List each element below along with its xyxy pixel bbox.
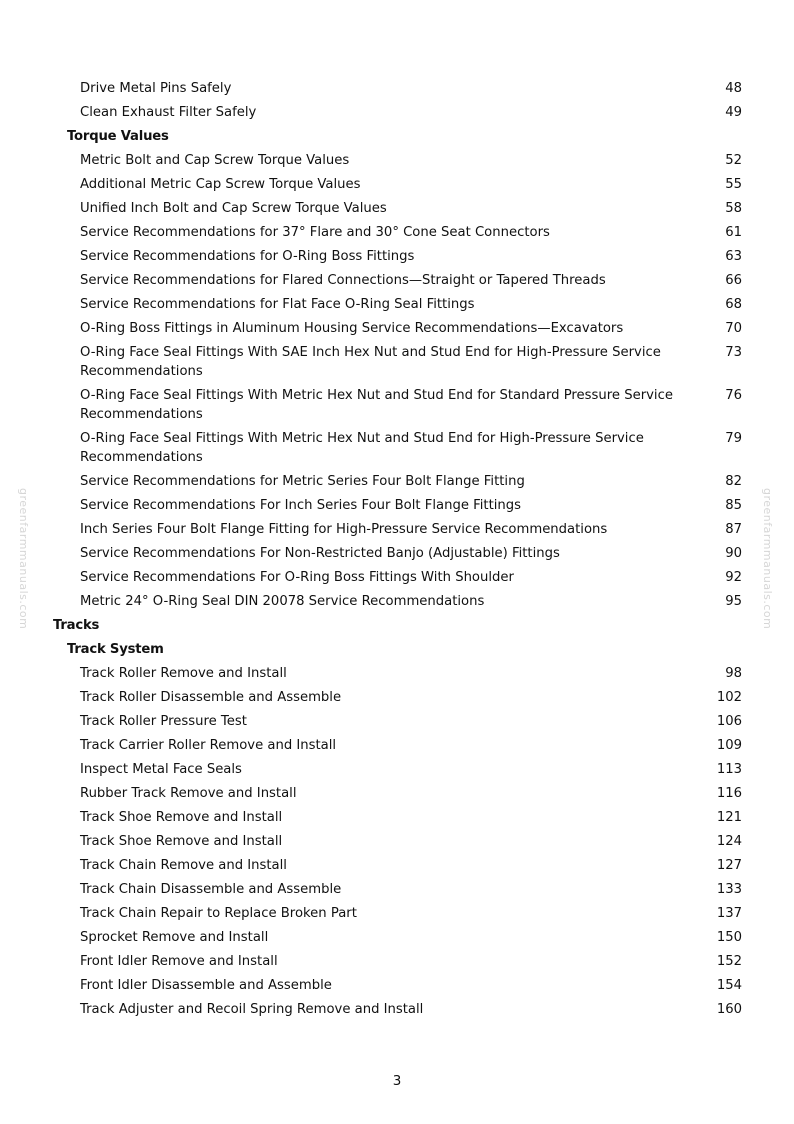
toc-entry-page: 58 xyxy=(725,200,742,216)
table-of-contents xyxy=(0,76,794,1021)
toc-entry-page: 98 xyxy=(725,665,742,681)
toc-entry-title: Track Chain Disassemble and Assemble xyxy=(80,881,342,897)
toc-entry[interactable] xyxy=(0,565,794,589)
toc-entry-page: 63 xyxy=(725,248,742,264)
toc-entry-title: Clean Exhaust Filter Safely xyxy=(80,104,257,120)
toc-chapter-heading[interactable]: Tracks xyxy=(53,617,100,633)
toc-entry[interactable] xyxy=(0,76,794,100)
toc-entry-page: 48 xyxy=(725,80,742,96)
toc-entry-page: 127 xyxy=(716,857,742,873)
toc-entry-page: 49 xyxy=(725,104,742,120)
toc-entry-page: 82 xyxy=(725,473,742,489)
toc-entry-title: Service Recommendations For Inch Series Four Bolt Flange Fittings xyxy=(80,497,522,513)
toc-entry-title: Service Recommendations for Metric Series Four Bolt Flange Fitting xyxy=(80,473,525,489)
toc-entry-title: Track Chain Repair to Replace Broken Part xyxy=(80,905,357,921)
toc-entry-page: 137 xyxy=(716,905,742,921)
toc-entry-title: Track Adjuster and Recoil Spring Remove and Install xyxy=(80,1001,424,1017)
toc-entry[interactable] xyxy=(0,997,794,1021)
toc-group-torque-values xyxy=(0,148,794,613)
toc-entry-title: O-Ring Face Seal Fittings With SAE Inch Hex Nut and Stud End for High-Pressure Service Recommendations xyxy=(80,344,661,379)
toc-entry-page: 116 xyxy=(716,785,742,801)
toc-entry[interactable] xyxy=(0,383,794,426)
toc-entry-title: Track Roller Remove and Install xyxy=(80,665,287,681)
toc-entry-page: 76 xyxy=(725,387,742,403)
toc-entry-page: 106 xyxy=(716,713,742,729)
toc-entry-title: O-Ring Boss Fittings in Aluminum Housing Service Recommendations—Excavators xyxy=(80,320,624,336)
toc-entry[interactable] xyxy=(0,541,794,565)
toc-entry[interactable] xyxy=(0,517,794,541)
toc-entry[interactable] xyxy=(0,196,794,220)
toc-entry[interactable] xyxy=(0,316,794,340)
toc-entry[interactable] xyxy=(0,949,794,973)
toc-entry[interactable] xyxy=(0,661,794,685)
toc-entry-page: 121 xyxy=(716,809,742,825)
toc-entry[interactable] xyxy=(0,733,794,757)
toc-entry-page: 85 xyxy=(725,497,742,513)
page-number: 3 xyxy=(392,1073,402,1089)
toc-entry-title: Additional Metric Cap Screw Torque Values xyxy=(80,176,361,192)
toc-entry[interactable] xyxy=(0,901,794,925)
toc-entry-title: Track Carrier Roller Remove and Install xyxy=(80,737,337,753)
toc-entry-title: Front Idler Disassemble and Assemble xyxy=(80,977,332,993)
toc-entry-title: Unified Inch Bolt and Cap Screw Torque Values xyxy=(80,200,387,216)
toc-entry-title: O-Ring Face Seal Fittings With Metric Hex Nut and Stud End for Standard Pressure Service Recommendations xyxy=(80,387,673,422)
toc-entry-page: 102 xyxy=(716,689,742,705)
toc-entry[interactable] xyxy=(0,244,794,268)
toc-entry-title: Service Recommendations for 37° Flare and 30° Cone Seat Connectors xyxy=(80,224,550,240)
toc-entry-page: 133 xyxy=(716,881,742,897)
watermark-right: greenfarmmanuals.com xyxy=(761,488,774,630)
toc-entry-page: 66 xyxy=(725,272,742,288)
toc-entry-page: 70 xyxy=(725,320,742,336)
toc-entry-page: 109 xyxy=(716,737,742,753)
toc-entry[interactable] xyxy=(0,829,794,853)
toc-entry-title: Service Recommendations For Non-Restricted Banjo (Adjustable) Fittings xyxy=(80,545,560,561)
toc-entry[interactable] xyxy=(0,925,794,949)
toc-entry[interactable] xyxy=(0,268,794,292)
toc-entry-page: 79 xyxy=(725,430,742,446)
toc-entry-page: 52 xyxy=(725,152,742,168)
toc-entry[interactable] xyxy=(0,340,794,383)
toc-entry[interactable] xyxy=(0,148,794,172)
toc-entry-page: 160 xyxy=(716,1001,742,1017)
toc-entry-page: 73 xyxy=(725,344,742,360)
toc-entry-page: 124 xyxy=(716,833,742,849)
toc-group-safety xyxy=(0,76,794,124)
toc-entry-title: Service Recommendations for Flat Face O-Ring Seal Fittings xyxy=(80,296,475,312)
toc-entry[interactable] xyxy=(0,805,794,829)
toc-entry[interactable] xyxy=(0,877,794,901)
toc-entry-title: Metric Bolt and Cap Screw Torque Values xyxy=(80,152,350,168)
toc-entry[interactable] xyxy=(0,493,794,517)
toc-entry-page: 61 xyxy=(725,224,742,240)
toc-entry-title: Track Shoe Remove and Install xyxy=(80,833,283,849)
toc-entry-page: 90 xyxy=(725,545,742,561)
toc-entry-title: Track Chain Remove and Install xyxy=(80,857,287,873)
toc-entry-title: O-Ring Face Seal Fittings With Metric Hex Nut and Stud End for High-Pressure Service Recommendations xyxy=(80,430,644,465)
toc-entry-page: 92 xyxy=(725,569,742,585)
toc-entry-page: 87 xyxy=(725,521,742,537)
toc-entry-title: Track Shoe Remove and Install xyxy=(80,809,283,825)
toc-group-track-system xyxy=(0,661,794,1021)
toc-entry[interactable] xyxy=(0,781,794,805)
toc-entry[interactable] xyxy=(0,757,794,781)
toc-entry-page: 95 xyxy=(725,593,742,609)
toc-entry-title: Rubber Track Remove and Install xyxy=(80,785,297,801)
toc-entry[interactable] xyxy=(0,292,794,316)
toc-entry-page: 55 xyxy=(725,176,742,192)
toc-entry-title: Sprocket Remove and Install xyxy=(80,929,269,945)
toc-entry[interactable] xyxy=(0,469,794,493)
toc-entry-title: Service Recommendations for Flared Connections—Straight or Tapered Threads xyxy=(80,272,606,288)
toc-section-heading[interactable]: Torque Values xyxy=(67,128,169,144)
toc-entry-title: Drive Metal Pins Safely xyxy=(80,80,232,96)
watermark-left: greenfarmmanuals.com xyxy=(17,488,30,630)
toc-entry-page: 154 xyxy=(716,977,742,993)
toc-entry[interactable] xyxy=(0,709,794,733)
toc-entry[interactable] xyxy=(0,100,794,124)
toc-section-heading[interactable]: Track System xyxy=(67,641,164,657)
toc-entry[interactable] xyxy=(0,589,794,613)
toc-entry-title: Inch Series Four Bolt Flange Fitting for High-Pressure Service Recommendations xyxy=(80,521,608,537)
toc-entry[interactable] xyxy=(0,973,794,997)
toc-entry-title: Service Recommendations For O-Ring Boss Fittings With Shoulder xyxy=(80,569,514,585)
toc-entry-page: 150 xyxy=(716,929,742,945)
toc-entry-page: 113 xyxy=(716,761,742,777)
toc-entry[interactable] xyxy=(0,685,794,709)
toc-entry-title: Inspect Metal Face Seals xyxy=(80,761,242,777)
toc-entry-page: 152 xyxy=(716,953,742,969)
toc-entry[interactable] xyxy=(0,426,794,469)
toc-entry-title: Track Roller Pressure Test xyxy=(80,713,247,729)
toc-entry-title: Metric 24° O-Ring Seal DIN 20078 Service Recommendations xyxy=(80,593,485,609)
toc-entry-page: 68 xyxy=(725,296,742,312)
toc-entry[interactable] xyxy=(0,172,794,196)
toc-entry-title: Front Idler Remove and Install xyxy=(80,953,278,969)
toc-entry[interactable] xyxy=(0,853,794,877)
toc-entry[interactable] xyxy=(0,220,794,244)
toc-entry-title: Track Roller Disassemble and Assemble xyxy=(80,689,342,705)
toc-entry-title: Service Recommendations for O-Ring Boss Fittings xyxy=(80,248,415,264)
